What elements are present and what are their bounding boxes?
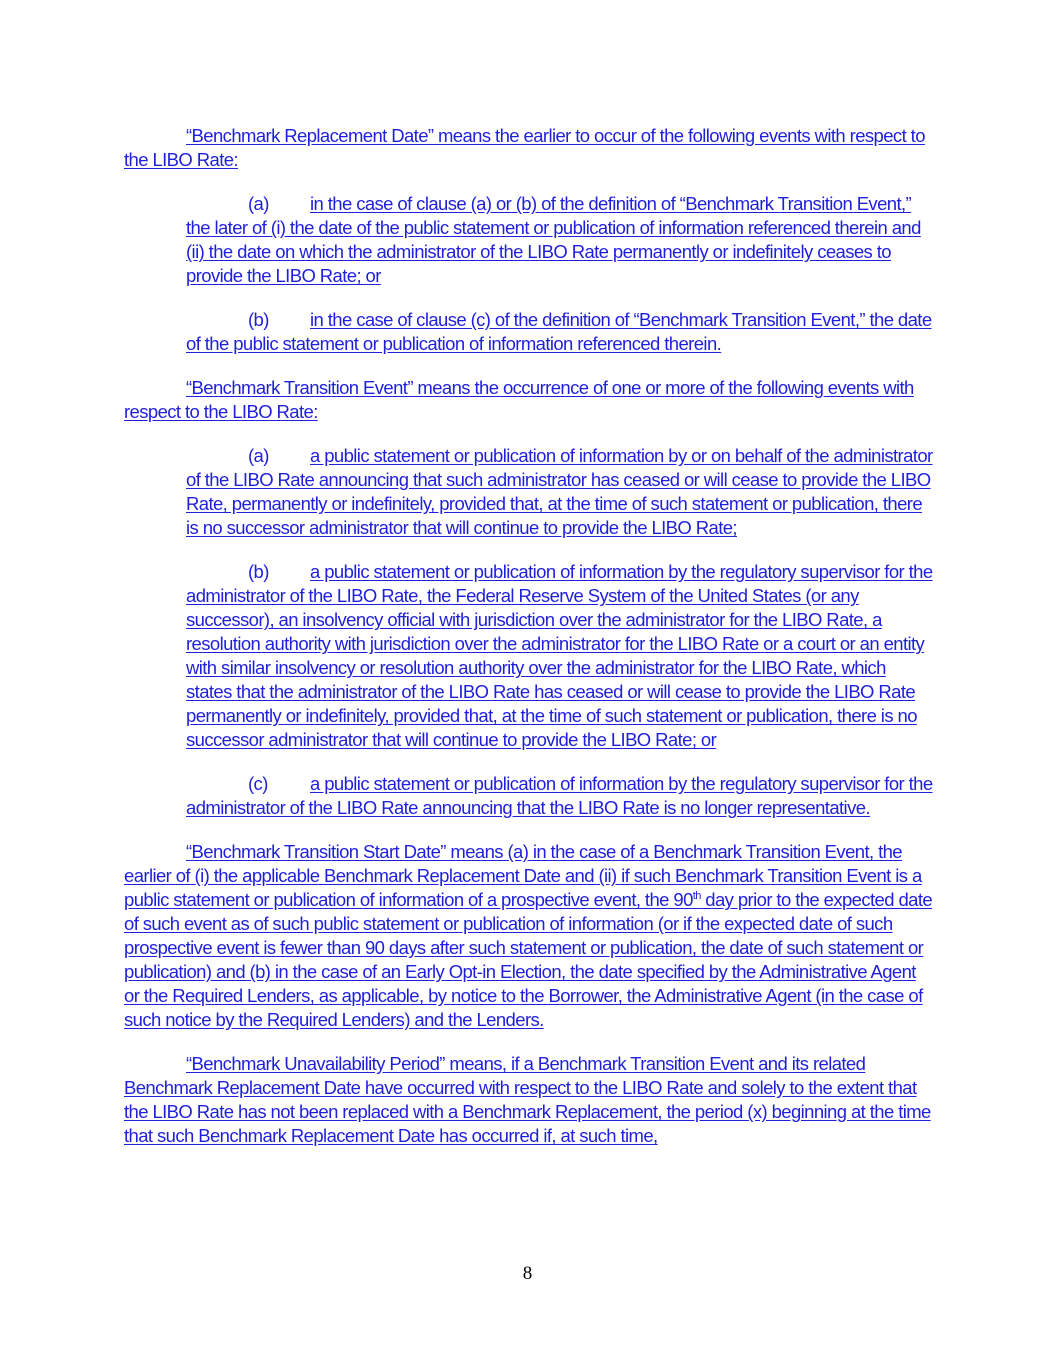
ordinal-superscript: th — [692, 889, 701, 902]
list-item-text: a public statement or publication of information by or on behalf of the administrator of the LIBO Rate announcing that such administrator has ceased or will cease to provide the LIBO Rate, permanently or indefinitely, provided that, at the time of such statement or publication, there is no successor administrator that will continue to provide the LIBO Rate; — [186, 445, 933, 538]
paragraph-text-part-2: day prior to the expected date of such event as of such public statement or publication of information (or if the expected date of such prospective event is fewer than 90 days after such statement or publication, the date of such statement or publication) and (b) in the case of an Early Opt-in Election, the date specified by the Administrative Agent or the Required Lenders, as applicable, by notice to the Borrower, the Administrative Agent (in the case of such notice by the Required Lenders) and the Lenders. — [124, 889, 933, 1030]
list-item-label: (a) — [248, 445, 269, 466]
list-item — [186, 772, 934, 820]
document-body — [124, 124, 934, 1168]
definition-benchmark-transition-event: “Benchmark Transition Event” means the occurrence of one or more of the following events with respect to the LIBO Rate: — [124, 377, 914, 422]
list-item — [186, 308, 934, 356]
list-item-text: in the case of clause (c) of the definition of “Benchmark Transition Event,” the date of the public statement or publication of information referenced therein. — [186, 309, 932, 354]
list-item — [186, 444, 934, 540]
list-item-label: (a) — [248, 193, 269, 214]
definition-benchmark-unavailability-period: “Benchmark Unavailability Period” means, if a Benchmark Transition Event and its related Benchmark Replacement Date have occurred with respect to the LIBO Rate and solely to the extent that the LIBO Rate has not been replaced with a Benchmark Replacement, the period (x) beginning at the time that such Benchmark Replacement Date has occurred if, at such time, — [124, 1053, 931, 1146]
definition-benchmark-replacement-date: “Benchmark Replacement Date” means the earlier to occur of the following events with respect to the LIBO Rate: — [124, 125, 925, 170]
paragraph-text-part-1: “Benchmark Transition Start Date” means (a) in the case of a Benchmark Transition Event, the earlier of (i) the applicable Benchmark Replacement Date and (ii) if such Benchmark Transition Event is a public statement or publication of information of a prospective event, the 90 — [124, 841, 922, 910]
page-number: 8 — [522, 1263, 533, 1284]
list-item — [186, 192, 934, 288]
list-item-text: a public statement or publication of information by the regulatory supervisor for the administrator of the LIBO Rate, the Federal Reserve System of the United States (or any successor), an insolvency official with jurisdiction over the administrator for the LIBO Rate, a resolution authority with jurisdiction over the administrator for the LIBO Rate or a court or an entity with similar insolvency or resolution authority over the administrator for the LIBO Rate, which states that the administrator of the LIBO Rate has ceased or will cease to provide the LIBO Rate permanently or indefinitely, provided that, at the time of such statement or publication, there is no successor administrator that will continue to provide the LIBO Rate; or — [186, 561, 933, 750]
list-item — [186, 560, 934, 752]
list-item-text: a public statement or publication of information by the regulatory supervisor for the administrator of the LIBO Rate announcing that the LIBO Rate is no longer representative. — [186, 773, 933, 818]
list-item-label: (c) — [248, 773, 268, 794]
list-item-text: in the case of clause (a) or (b) of the definition of “Benchmark Transition Event,” the later of (i) the date of the public statement or publication of information referenced therein and (ii) the date on which the administrator of the LIBO Rate permanently or indefinitely ceases to provide the LIBO Rate; or — [186, 193, 921, 286]
list-item-label: (b) — [248, 309, 269, 330]
definition-benchmark-transition-start-date — [124, 840, 934, 1032]
list-item-label: (b) — [248, 561, 269, 582]
